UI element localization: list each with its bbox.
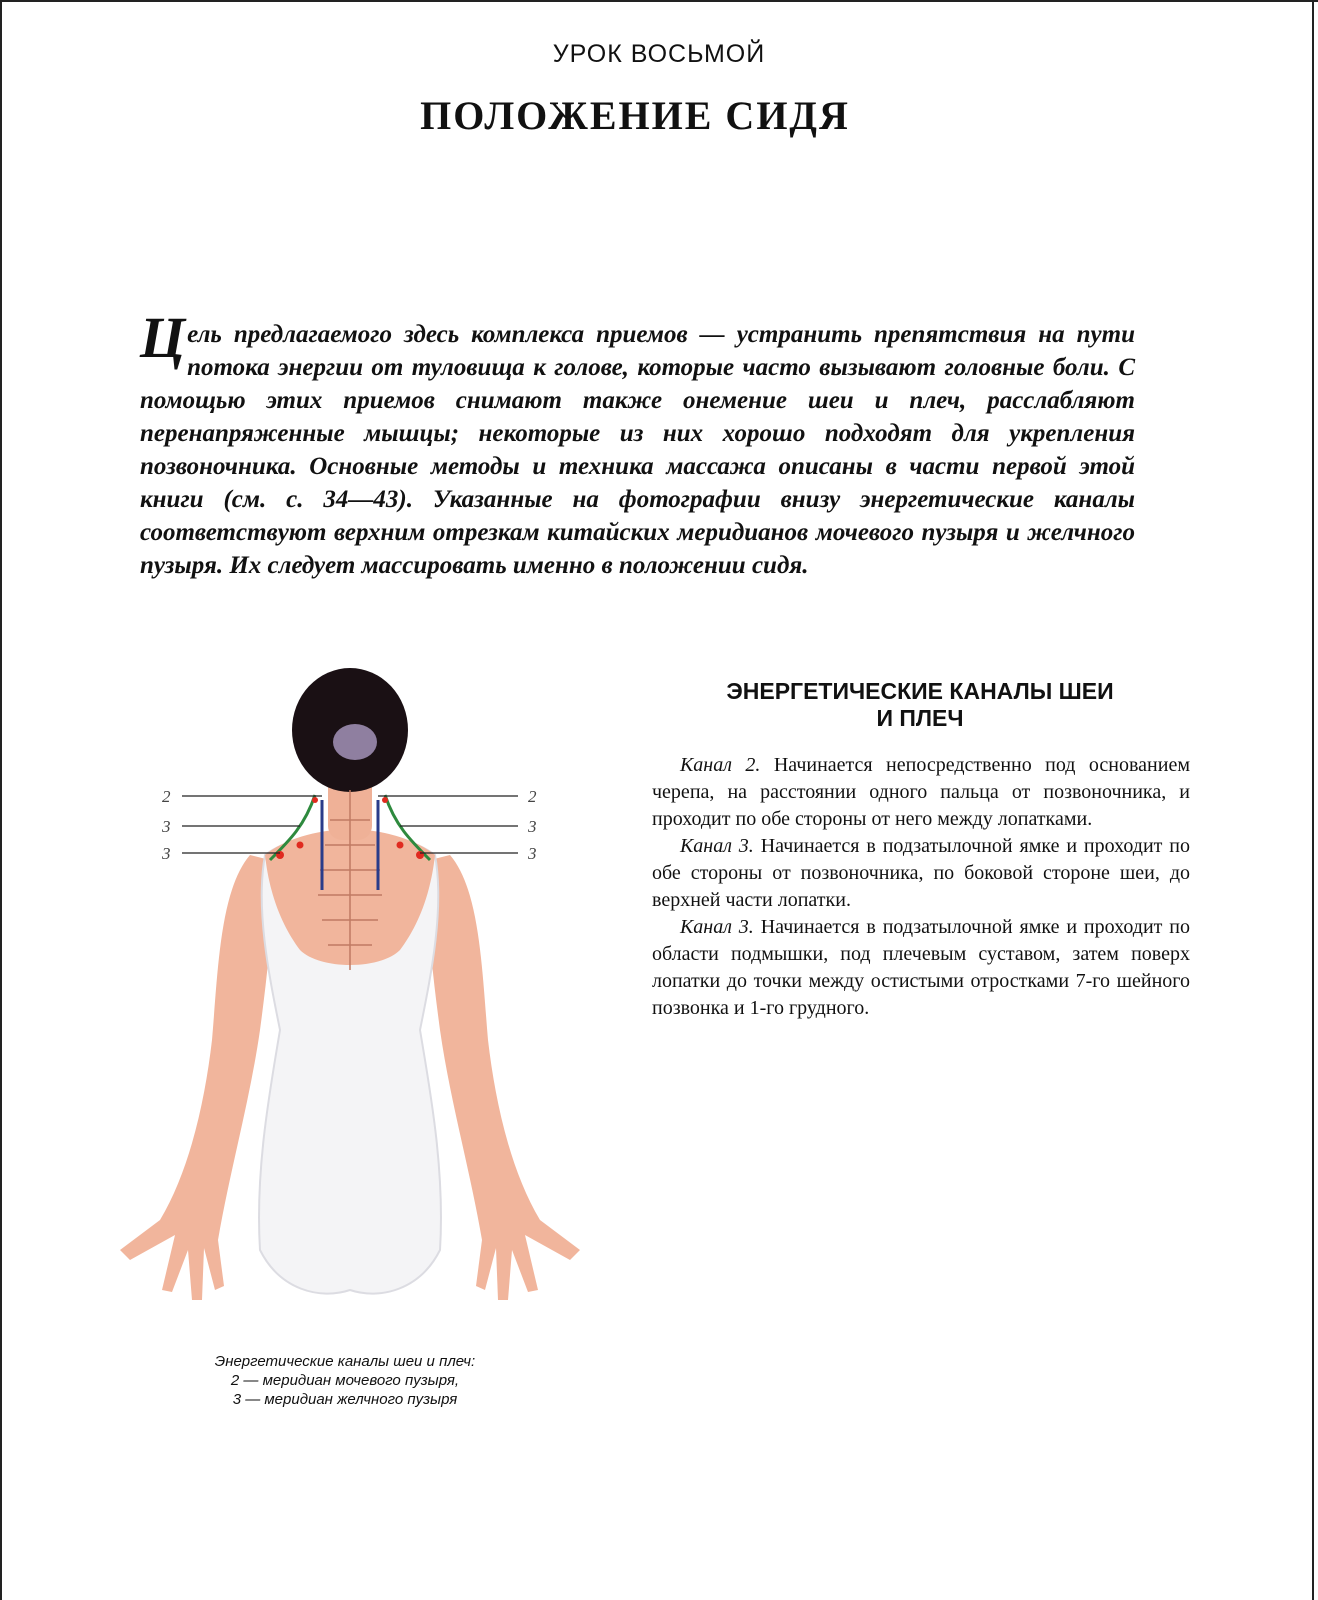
lesson-label: УРОК ВОСЬМОЙ bbox=[552, 40, 766, 68]
right-arm bbox=[428, 855, 580, 1300]
channel-text: Начинается непосредственно под основанием черепа, на расстоянии одного пальца от позвоночника, и проходит по обе стороны от него между лопатками. bbox=[652, 754, 1190, 830]
left-arm bbox=[120, 855, 272, 1300]
caption-line-3: 3 — меридиан желчного пузыря bbox=[232, 1391, 458, 1408]
back-illustration bbox=[100, 650, 600, 1330]
page-border-top bbox=[0, 0, 1318, 2]
channel-label: Канал 3. bbox=[680, 835, 754, 857]
page-border-right bbox=[1312, 0, 1314, 1600]
channels-description bbox=[652, 752, 1190, 1022]
page-border-left bbox=[0, 0, 2, 1600]
caption-line-2: 2 — меридиан мочевого пузыря, bbox=[230, 1372, 460, 1389]
section-heading bbox=[680, 678, 1160, 732]
intro-text: ель предлагаемого здесь комплекса приемов — устранить препятствия на пути потока энергии от туловища к голове, которые часто вызывают головные боли. С помощью этих приемов снимают также онемение шеи и плеч, расслабляют перенапряженные мышцы; некоторые из них хорошо подходят для укрепления позвоночника. Основные методы и техника массажа описаны в части первой этой книги (см. с. 34—43). Указанные на фотографии внизу энергетические каналы соответствуют верхним отрезкам китайских меридианов мочевого пузыря и желчного пузыря. Их следует массировать именно в положении сидя. bbox=[140, 321, 1135, 579]
label-left-1: 2 bbox=[162, 787, 171, 806]
hair-bun bbox=[333, 724, 377, 760]
intro-paragraph bbox=[140, 305, 1135, 582]
figure-caption bbox=[160, 1352, 530, 1409]
channel-text: Начинается в подзатылочной ямке и проходит по обе стороны от позвоночника, по боковой стороне шеи, до верхней части лопатки. bbox=[652, 835, 1190, 911]
label-right-1: 2 bbox=[528, 787, 537, 806]
channel-paragraph bbox=[652, 833, 1190, 914]
label-right-2: 3 bbox=[528, 817, 537, 836]
section-heading-line-2: И ПЛЕЧ bbox=[876, 705, 964, 731]
drop-cap: Ц bbox=[140, 305, 186, 370]
channel-label: Канал 2. bbox=[680, 754, 761, 776]
label-right-3: 3 bbox=[528, 844, 537, 863]
caption-line-1: Энергетические каналы шеи и плеч: bbox=[214, 1353, 476, 1370]
channel-label: Канал 3. bbox=[680, 916, 754, 938]
channel-paragraph bbox=[652, 914, 1190, 1022]
page-title: ПОЛОЖЕНИЕ СИДЯ bbox=[420, 93, 850, 138]
channel-text: Начинается в подзатылочной ямке и проходит по области подмышки, под плечевым суставом, затем поверх лопатки до точки между остистыми отростками 7-го шейного позвонка и 1-го грудного. bbox=[652, 916, 1190, 1019]
label-left-2: 3 bbox=[162, 817, 171, 836]
channel-paragraph bbox=[652, 752, 1190, 833]
section-heading-line-1: ЭНЕРГЕТИЧЕСКИЕ КАНАЛЫ ШЕИ bbox=[726, 678, 1114, 704]
label-left-3: 3 bbox=[162, 844, 171, 863]
